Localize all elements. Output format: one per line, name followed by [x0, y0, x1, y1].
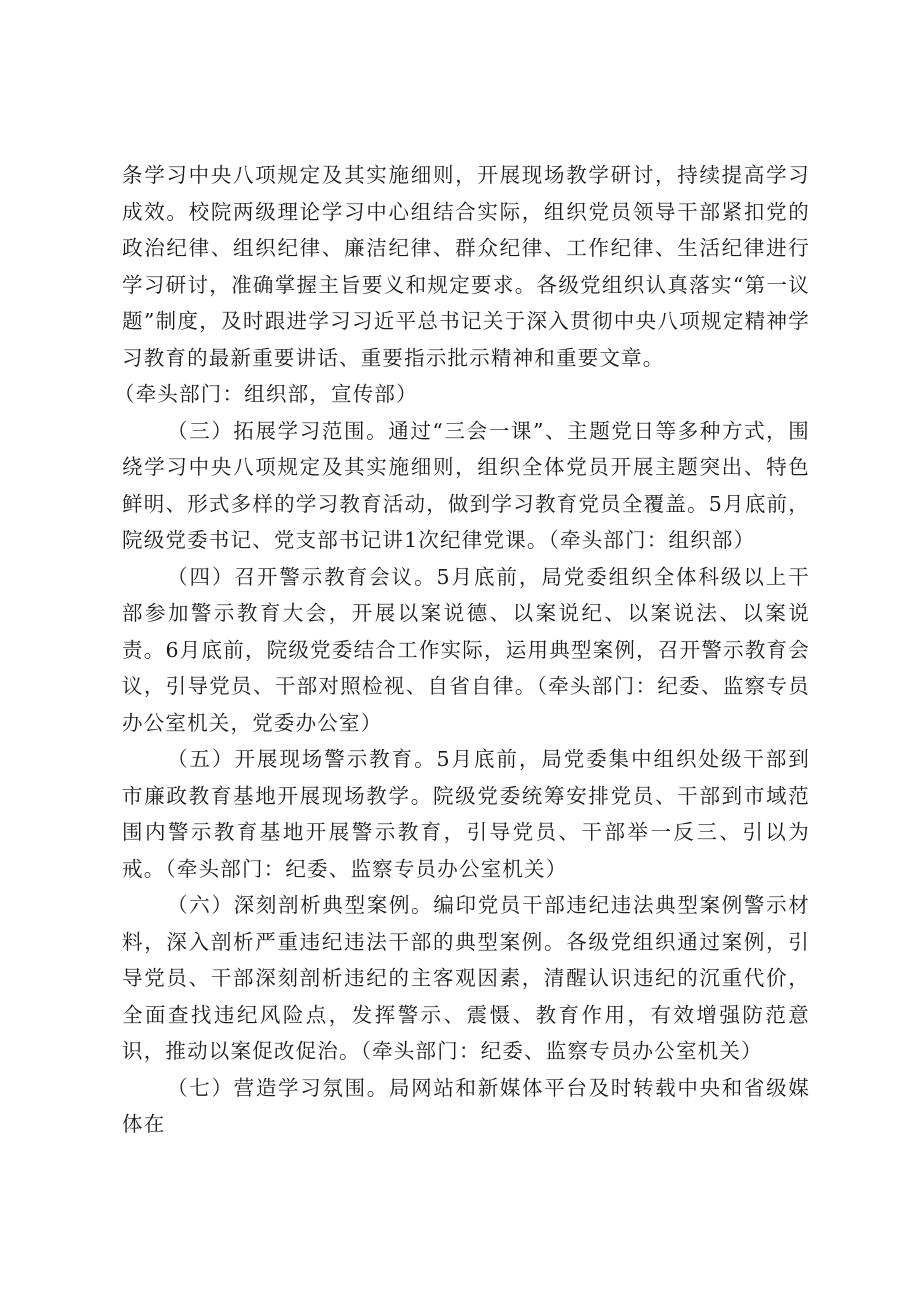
paragraph-item-6: （六）深刻剖析典型案例。编印党员干部违纪违法典型案例警示材料，深入剖析严重违纪违法干部的典型案例。各级党组织通过案例，引导党员、干部深刻剖析违纪的主客观因素，清醒认识违纪的沉重代价，全面查找违纪风险点，发挥警示、震慑、教育作用，有效增强防范意识，推动以案促改促治。（牵头部门：纪委、监察专员办公室机关）: [122, 893, 810, 1063]
paragraph-item-3: （三）拓展学习范围。通过“三会一课”、主题党日等多种方式，围绕学习中央八项规定及其实施细则，组织全体党员开展主题突出、特色鲜明、形式多样的学习教育活动，做到学习教育党员全覆盖。5月底前，院级党委书记、党支部书记讲1次纪律党课。（牵头部门：组织部）: [122, 418, 810, 552]
paragraph-item-7: （七）营造学习氛围。局网站和新媒体平台及时转载中央和省级媒体在: [122, 1075, 810, 1136]
paragraph-item-5: （五）开展现场警示教育。5月底前，局党委集中组织处级干部到市廉政教育基地开展现场教学。院级党委统筹安排党员、干部到市域范围内警示教育基地开展警示教育，引导党员、干部举一反三、引以为戒。（牵头部门：纪委、监察专员办公室机关）: [122, 747, 810, 881]
paragraph-continuation: 条学习中央八项规定及其实施细则，开展现场教学研讨，持续提高学习成效。校院两级理论学习中心组结合实际，组织党员领导干部紧扣党的政治纪律、组织纪律、廉洁纪律、群众纪律、工作纪律、生活纪律进行学习研讨，准确掌握主旨要义和规定要求。各级党组织认真落实“第一议题”制度，及时跟进学习习近平总书记关于深入贯彻中央八项规定精神学习教育的最新重要讲话、重要指示批示精神和重要文章。: [122, 163, 810, 370]
document-body: [114, 157, 810, 1143]
paragraph-lead-department: （牵头部门：组织部，宣传部）: [114, 382, 418, 406]
paragraph-item-4: （四）召开警示教育会议。5月底前，局党委组织全体科级以上干部参加警示教育大会，开展以案说德、以案说纪、以案说法、以案说责。6月底前，院级党委结合工作实际，运用典型案例，召开警示教育会议，引导党员、干部对照检视、自省自律。（牵头部门：纪委、监察专员办公室机关，党委办公室）: [122, 564, 810, 735]
